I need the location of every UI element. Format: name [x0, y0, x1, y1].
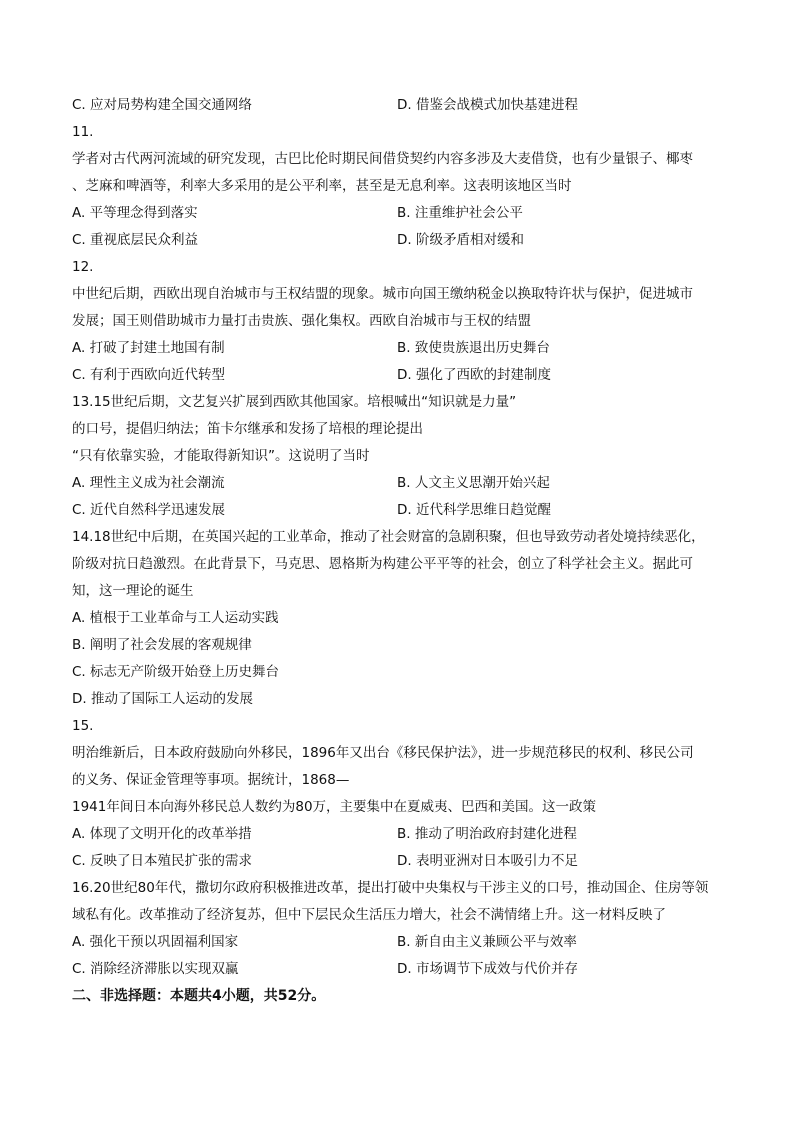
- option-d: D. 近代科学思维日趋觉醒: [397, 502, 551, 518]
- question-number: 11.: [72, 124, 94, 140]
- option-a: A. 体现了文明开化的改革举措: [72, 826, 252, 842]
- question-number: 12.: [72, 259, 94, 275]
- question-stem-line: “只有依靠实验，才能取得新知识”。这说明了当时: [72, 448, 370, 464]
- question-16: [72, 875, 734, 983]
- options-row: [72, 497, 734, 524]
- question-15: [72, 713, 734, 875]
- option-d: D. 借鉴会战模式加快基建进程: [397, 97, 578, 113]
- option-a: A. 打破了封建土地国有制: [72, 340, 225, 356]
- option-c: C. 应对局势构建全国交通网络: [72, 97, 253, 113]
- option-c: C. 消除经济滞胀以实现双赢: [72, 961, 239, 977]
- question-stem-line: 16.20世纪80年代，撒切尔政府积极推进改革，提出打破中央集权与干涉主义的口号，推动国企、住房等领: [72, 880, 709, 896]
- options-row: [72, 821, 734, 848]
- option-c: C. 重视底层民众利益: [72, 232, 199, 248]
- question-stem-line: 14.18世纪中后期，在英国兴起的工业革命，推动了社会财富的急剧积聚，但也导致劳动者处境持续恶化，: [72, 529, 705, 545]
- options-row: [72, 335, 734, 362]
- option-b: B. 阐明了社会发展的客观规律: [72, 637, 252, 653]
- option-a: A. 植根于工业革命与工人运动实践: [72, 610, 279, 626]
- question-stem-line: 阶级对抗日趋激烈。在此背景下，马克思、恩格斯为构建公平平等的社会，创立了科学社会主义。据此可: [72, 556, 693, 572]
- options-row: [72, 470, 734, 497]
- options-row: [72, 956, 734, 983]
- option-b: B. 致使贵族退出历史舞台: [397, 340, 550, 356]
- question-stem-line: 中世纪后期，西欧出现自治城市与王权结盟的现象。城市向国王缴纳税金以换取特许状与保护，促进城市: [72, 286, 693, 302]
- option-b: B. 推动了明治政府封建化进程: [397, 826, 577, 842]
- option-b: B. 人文主义思潮开始兴起: [397, 475, 550, 491]
- options-row: [72, 929, 734, 956]
- question-stem-line: 13.15世纪后期，文艺复兴扩展到西欧其他国家。培根喊出“知识就是力量”: [72, 394, 517, 410]
- option-d: D. 强化了西欧的封建制度: [397, 367, 551, 383]
- option-c: C. 标志无产阶级开始登上历史舞台: [72, 664, 280, 680]
- question-number: 15.: [72, 718, 94, 734]
- option-a: A. 强化干预以巩固福利国家: [72, 934, 239, 950]
- question-stem-line: 、芝麻和啤酒等，利率大多采用的是公平利率，甚至是无息利率。这表明该地区当时: [72, 178, 572, 194]
- option-a: A. 平等理念得到落实: [72, 205, 198, 221]
- option-b: B. 注重维护社会公平: [397, 205, 523, 221]
- option-d: D. 市场调节下成效与代价并存: [397, 961, 578, 977]
- option-a: A. 理性主义成为社会潮流: [72, 475, 225, 491]
- option-c: C. 有利于西欧向近代转型: [72, 367, 226, 383]
- option-d: D. 表明亚洲对日本吸引力不足: [397, 853, 578, 869]
- question-stem-line: 知，这一理论的诞生: [72, 583, 194, 599]
- options-row: [72, 200, 734, 227]
- option-c: C. 反映了日本殖民扩张的需求: [72, 853, 253, 869]
- question-stem-line: 学者对古代两河流域的研究发现，古巴比伦时期民间借贷契约内容多涉及大麦借贷，也有少量银子、椰枣: [72, 151, 693, 167]
- question-stem-line: 发展；国王则借助城市力量打击贵族、强化集权。西欧自治城市与王权的结盟: [72, 313, 531, 329]
- question-12: [72, 254, 734, 389]
- options-row: [72, 227, 734, 254]
- option-d: D. 阶级矛盾相对缓和: [397, 232, 524, 248]
- option-d: D. 推动了国际工人运动的发展: [72, 691, 253, 707]
- question-stem-line: 1941年间日本向海外移民总人数约为80万，主要集中在夏威夷、巴西和美国。这一政策: [72, 799, 597, 815]
- option-c: C. 近代自然科学迅速发展: [72, 502, 226, 518]
- question-stem-line: 明治维新后，日本政府鼓励向外移民，1896年又出台《移民保护法》，进一步规范移民的权利、移民公司: [72, 745, 694, 761]
- question-stem-line: 域私有化。改革推动了经济复苏，但中下层民众生活压力增大，社会不满情绪上升。这一材料反映了: [72, 907, 666, 923]
- question-14: [72, 524, 734, 713]
- prev-question-options-row: [72, 92, 734, 119]
- section-heading: 二、非选择题：本题共4小题，共52分。: [72, 988, 326, 1004]
- option-b: B. 新自由主义兼顾公平与效率: [397, 934, 577, 950]
- question-11: [72, 119, 734, 254]
- question-stem-line: 的口号，提倡归纳法；笛卡尔继承和发扬了培根的理论提出: [72, 421, 423, 437]
- options-row: [72, 848, 734, 875]
- question-stem-line: 的义务、保证金管理等事项。据统计，1868—: [72, 772, 350, 788]
- options-row: [72, 362, 734, 389]
- question-13: [72, 389, 734, 524]
